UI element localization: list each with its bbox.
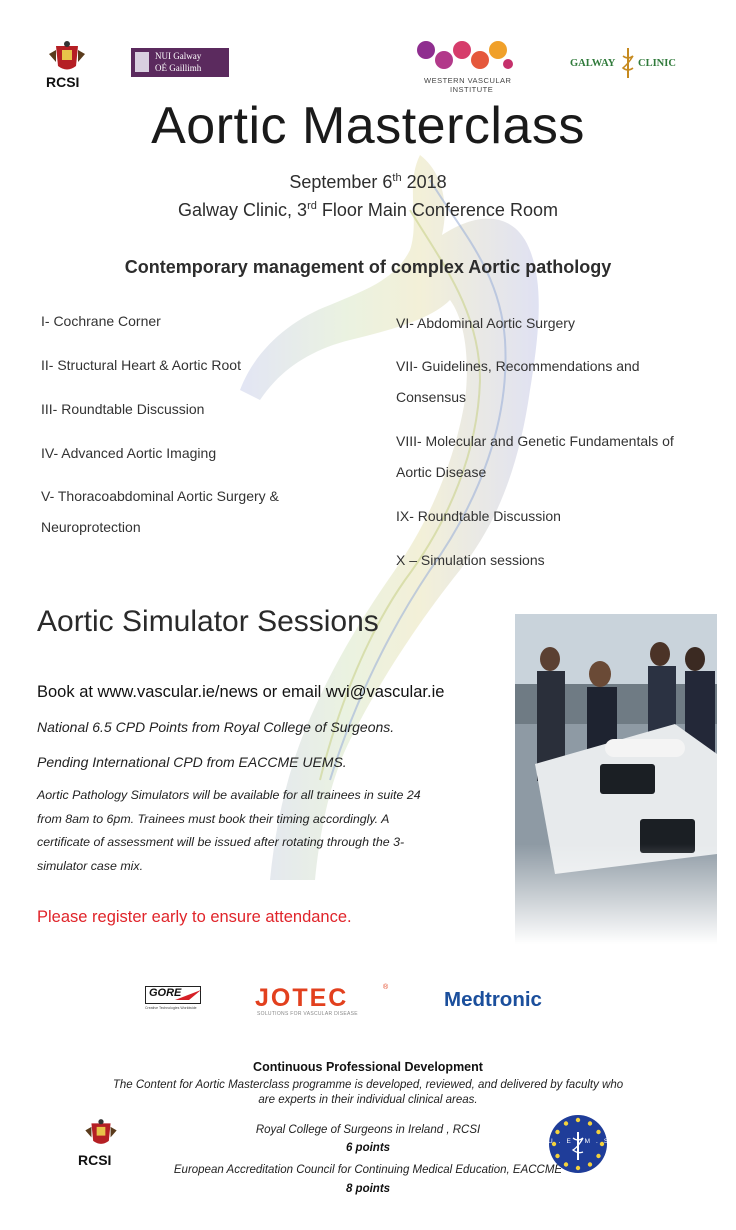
- wvi-mark-icon: [414, 38, 518, 74]
- topic-item: Neuroprotection: [41, 519, 141, 535]
- event-date: September 6th 2018: [289, 172, 447, 192]
- nui-logo-line2: OÉ Gaillimh: [155, 63, 202, 73]
- cpd-pending: Pending International CPD from EACCME UEMS.: [37, 754, 347, 770]
- gore-logo: [145, 986, 203, 1018]
- topic-item: Aortic Disease: [396, 464, 487, 480]
- simulator-heading: Aortic Simulator Sessions: [37, 605, 379, 638]
- gore-arrow-icon: [175, 988, 203, 1002]
- rcsi-logo: [44, 40, 90, 92]
- cpd-national: National 6.5 CPD Points from Royal College of Surgeons.: [37, 719, 395, 735]
- topic-item: IX- Roundtable Discussion: [396, 508, 561, 524]
- jotec-logo-tagline: SOLUTIONS FOR VASCULAR DISEASE: [257, 1011, 358, 1017]
- topic-item: VIII- Molecular and Genetic Fundamentals of: [396, 433, 674, 449]
- topic-item: II- Structural Heart & Aortic Root: [41, 357, 241, 373]
- rcsi-footer-logo-text: RCSI: [78, 1152, 112, 1168]
- rcsi-logo-text: RCSI: [46, 74, 80, 90]
- medtronic-logo: Medtronic: [444, 988, 542, 1011]
- galway-clinic-logo: [570, 46, 684, 80]
- register-notice: Please register early to ensure attendance.: [37, 908, 352, 926]
- topic-item: I- Cochrane Corner: [41, 313, 161, 329]
- rcsi-footer-logo: [78, 1116, 124, 1172]
- jotec-logo: [255, 984, 395, 1020]
- wvi-logo: [414, 38, 518, 98]
- simulator-photo: [515, 614, 717, 944]
- cpd-body: The Content for Aortic Masterclass programme is developed, reviewed, and delivered by faculty who are experts in their individual clinical areas.: [112, 1079, 624, 1106]
- event-venue: Galway Clinic, 3rd Floor Main Conference Room: [178, 200, 558, 220]
- topic-item: X – Simulation sessions: [396, 552, 545, 568]
- nui-logo-line1: NUI Galway: [155, 51, 202, 61]
- crest-icon: [81, 1116, 121, 1150]
- crest-icon: [44, 40, 90, 74]
- uems-logo-text: U.E.M.S.: [548, 1138, 623, 1145]
- caduceus-icon: [621, 46, 635, 80]
- rcsi-points: 6 points: [345, 1142, 391, 1154]
- topic-item: Consensus: [396, 389, 467, 405]
- wvi-logo-line2: INSTITUTE: [450, 85, 494, 94]
- jotec-logo-text: JOTEC: [255, 984, 349, 1012]
- topic-item: III- Roundtable Discussion: [41, 401, 205, 417]
- uems-logo: [548, 1114, 623, 1174]
- jotec-reg-mark: ®: [383, 984, 389, 991]
- nui-galway-logo: [131, 48, 229, 77]
- topic-item: VII- Guidelines, Recommendations and: [396, 358, 640, 374]
- rcsi-accreditation: Royal College of Surgeons in Ireland , RCSI: [255, 1124, 481, 1136]
- wvi-logo-line1: WESTERN VASCULAR: [424, 76, 512, 85]
- booking-line: Book at www.vascular.ie/news or email wvi@vascular.ie: [37, 683, 445, 701]
- cpd-heading: Continuous Professional Development: [253, 1060, 483, 1074]
- nui-crest-icon: [135, 52, 149, 72]
- eaccme-accreditation: European Accreditation Council for Continuing Medical Education, EACCME: [173, 1164, 563, 1176]
- topic-item: V- Thoracoabdominal Aortic Surgery &: [41, 488, 279, 504]
- galway-logo-left: GALWAY: [570, 58, 616, 69]
- galway-logo-right: CLINIC: [638, 58, 676, 69]
- page-title: Aortic Masterclass: [151, 97, 585, 155]
- topic-item: IV- Advanced Aortic Imaging: [41, 445, 217, 461]
- simulator-description: Aortic Pathology Simulators will be available for all trainees in suite 24 from 8am to 6pm. Trainees must book their timing accordingly. A certificate of assessment will be issued after rotating through the 3- simulator case mix.: [37, 788, 421, 873]
- page-subtitle: Contemporary management of complex Aortic pathology: [124, 257, 612, 277]
- eaccme-points: 8 points: [345, 1183, 391, 1195]
- gore-logo-text: GORE: [149, 987, 182, 999]
- gore-logo-tagline: Creative Technologies Worldwide: [145, 1006, 197, 1010]
- topic-item: VI- Abdominal Aortic Surgery: [396, 315, 575, 331]
